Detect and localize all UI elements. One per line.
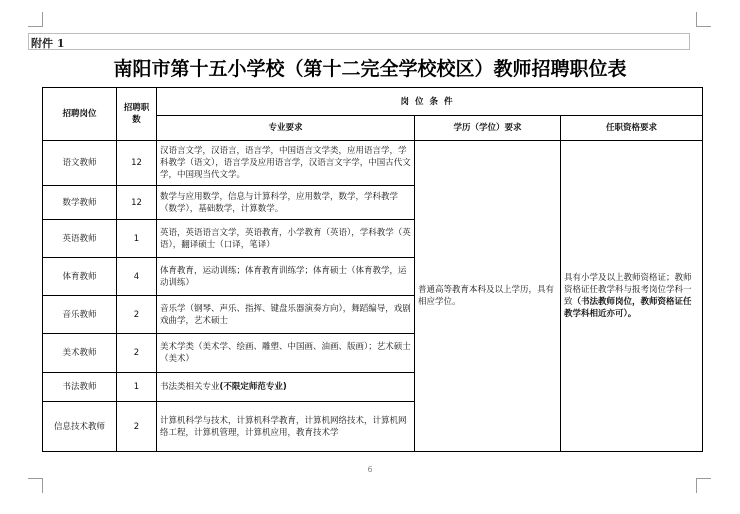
position-cell: 体育教师 (43, 258, 117, 296)
table-row (43, 141, 703, 186)
position-cell: 音乐教师 (43, 296, 117, 334)
position-cell: 英语教师 (43, 220, 117, 258)
major-cell: 英语，英语语言文学，英语教育，小学教育（英语），学科教学（英语），翻译硕士（口译，笔译） (157, 220, 415, 258)
header-qualification: 任职资格要求 (561, 116, 703, 141)
count-cell: 12 (117, 141, 157, 186)
attachment-label: 附件 1 (31, 37, 65, 50)
major-cell: 美术学类（美术学、绘画、雕塑、中国画、油画、版画）；艺术硕士（美术） (157, 334, 415, 373)
qualification-cell (561, 141, 703, 452)
crop-mark-bottom-left (28, 478, 43, 493)
count-cell: 4 (117, 258, 157, 296)
header-major: 专业要求 (157, 116, 415, 141)
page-number: 6 (367, 465, 373, 474)
count-cell: 2 (117, 402, 157, 452)
count-cell: 1 (117, 373, 157, 402)
table-header-row (43, 88, 703, 116)
qualification-note: （书法教师岗位，教师资格证任教学科相近亦可）。 (564, 297, 692, 319)
header-conditions: 岗位条件 (157, 88, 703, 116)
position-cell: 美术教师 (43, 334, 117, 373)
header-position: 招聘岗位 (43, 88, 117, 141)
position-cell: 语文教师 (43, 141, 117, 186)
header-count: 招聘职数 (117, 88, 157, 141)
education-cell (415, 141, 561, 452)
crop-mark-top-left (28, 12, 43, 27)
major-cell (157, 373, 415, 402)
major-cell: 计算机科学与技术，计算机科学教育，计算机网络技术，计算机网络工程，计算机管理，计算机应用，教育技术学 (157, 402, 415, 452)
count-cell: 12 (117, 186, 157, 220)
crop-mark-top-right (696, 12, 711, 27)
major-text: 书法类相关专业 (160, 382, 220, 392)
count-cell: 2 (117, 296, 157, 334)
recruitment-table (42, 87, 703, 452)
position-cell: 书法教师 (43, 373, 117, 402)
page-title: 南阳市第十五小学校（第十二完全学校校区）教师招聘职位表 (113, 58, 627, 80)
count-cell: 1 (117, 220, 157, 258)
education-text: 普通高等教育本科及以上学历，具有相应学位。 (418, 285, 555, 307)
qualification-text: 具有小学及以上教师资格证；教师资格证任教学科与报考岗位学科一致 (564, 273, 692, 307)
count-cell: 2 (117, 334, 157, 373)
position-cell: 数学教师 (43, 186, 117, 220)
header-education: 学历（学位）要求 (415, 116, 561, 141)
major-cell: 汉语言文学，汉语言，语言学，中国语言文学类，应用语言学，学科教学（语文），语言学及应用语言学，汉语言文字学，中国古代文学，中国现当代文学。 (157, 141, 415, 186)
major-cell: 体育教育，运动训练；体育教育训练学；体育硕士（体育教学，运动训练） (157, 258, 415, 296)
position-cell: 信息技术教师 (43, 402, 117, 452)
attachment-header-box (28, 33, 690, 50)
major-cell: 数学与应用数学，信息与计算科学，应用数学，数学，学科教学（数学），基础数学，计算数学。 (157, 186, 415, 220)
crop-mark-bottom-right (696, 478, 711, 493)
major-cell: 音乐学（钢琴、声乐、指挥、键盘乐器演奏方向），舞蹈编导，戏剧戏曲学，艺术硕士 (157, 296, 415, 334)
major-note: (不限定师范专业) (219, 382, 287, 392)
